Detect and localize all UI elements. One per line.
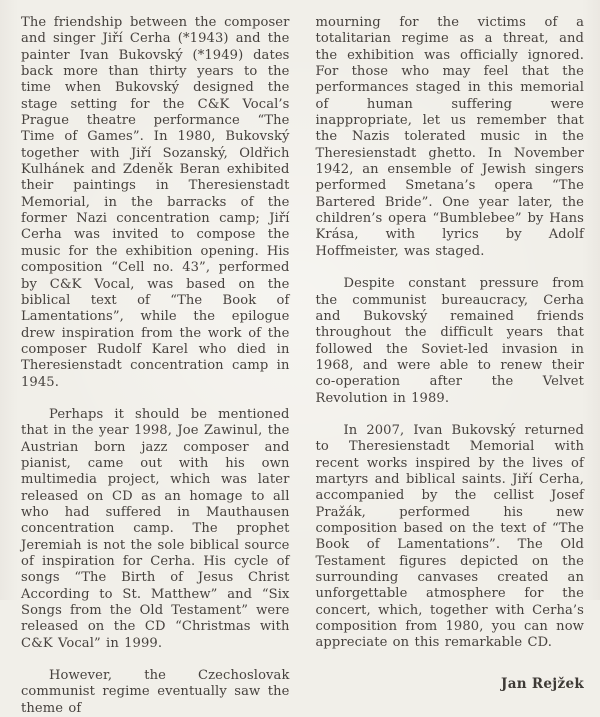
- paragraph-regime-start: However, the Czechoslovak communist regime eventually saw the theme of: [21, 668, 290, 716]
- paragraph-pressure: Despite constant pressure from the communist bureaucracy, Cerha and Bukovský remained friends throughout the difficult years that followed the Soviet-led invasion in 1968, and were able to renew their co-operation after the Velvet Revolution in 1989.: [315, 276, 584, 406]
- paragraph-2007-return: In 2007, Ivan Bukovský returned to Theresienstadt Memorial with recent works inspired by the lives of martyrs and biblical saints. Jiří Cerha, accompanied by the cellist Josef Pražák, performed his new composition based on the text of “The Book of Lamentations”. The Old Testament figures depicted on the surrounding canvases created an unforgettable atmosphere for the concert, which, together with Cerha’s composition from 1980, you can now appreciate on this remarkable CD.: [315, 422, 584, 651]
- paragraph-zawinul: Perhaps it should be mentioned that in the year 1998, Joe Zawinul, the Austrian born jazz composer and pianist, came out with his own multimedia project, which was later released on CD as an homage to all who had suffered in Mauthausen concentration camp. The prophet Jeremiah is not the sole biblical source of inspiration for Cerha. His cycle of songs “The Birth of Jesus Christ According to St. Matthew” and “Six Songs from the Old Testament” were released on the CD “Christmas with C&K Vocal” in 1999.: [21, 406, 290, 651]
- two-column-layout: [21, 15, 584, 716]
- left-column: [21, 15, 290, 716]
- author-signature: Jan Rejžek: [501, 675, 584, 692]
- paragraph-friendship: The friendship between the composer and singer Jiří Cerha (*1943) and the painter Ivan Bukovský (*1949) dates back more than thirty years to the time when Bukovský designed the stage setting for the C&K Vocal’s Prague theatre performance “The Time of Games”. In 1980, Bukovský together with Jiří Sozanský, Oldřich Kulhánek and Zdeněk Beran exhibited their paintings in Theresienstadt Memorial, in the barracks of the former Nazi concentration camp; Jiří Cerha was invited to compose the music for the exhibition opening. His composition “Cell no. 43”, performed by C&K Vocal, was based on the biblical text of “The Book of Lamentations”, while the epilogue drew inspiration from the work of the composer Rudolf Karel who died in Theresienstadt concentration camp in 1945.: [21, 15, 290, 390]
- paragraph-regime-continued: mourning for the victims of a totalitarian regime as a threat, and the exhibition was officially ignored. For those who may feel that the performances staged in this memorial of human suffering were inappropriate, let us remember that the Nazis tolerated music in the Theresienstadt ghetto. In November 1942, an ensemble of Jewish singers performed Smetana’s opera “The Bartered Bride”. One year later, the children’s opera “Bumblebee” by Hans Krása, with lyrics by Adolf Hoffmeister, was staged.: [315, 15, 584, 259]
- right-column: [315, 15, 585, 692]
